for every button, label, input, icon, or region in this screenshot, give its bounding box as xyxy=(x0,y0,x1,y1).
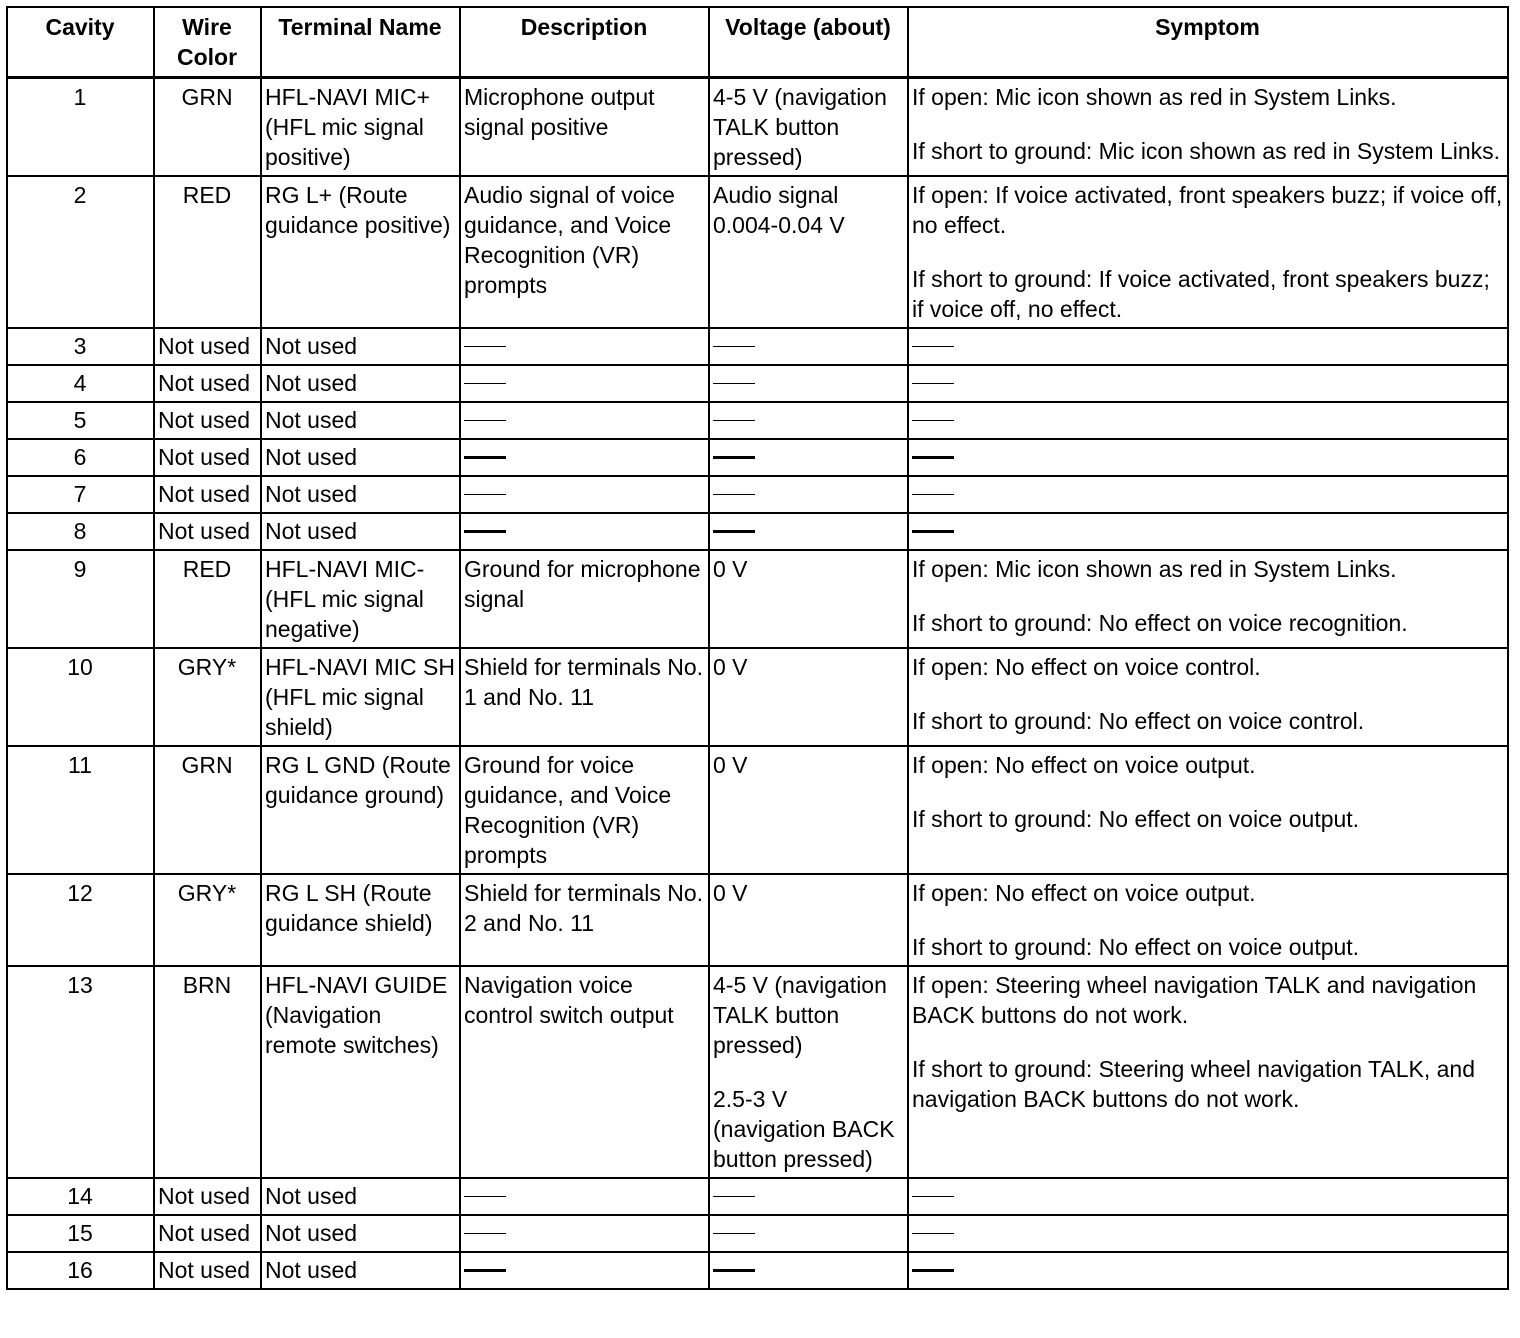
description-cell xyxy=(460,648,709,746)
cell-text: Not used xyxy=(158,1220,251,1246)
cell-text: HFL-NAVI GUIDE (Navigation remote switches) xyxy=(265,972,448,1058)
description-cell xyxy=(460,176,709,328)
header-description: Description xyxy=(460,7,709,78)
terminal-name-cell xyxy=(261,476,460,513)
symptom-cell xyxy=(908,365,1508,402)
cavity-cell xyxy=(7,176,154,328)
not-applicable-dash xyxy=(912,420,954,421)
terminal-name-cell xyxy=(261,550,460,648)
terminal-name-cell xyxy=(261,1215,460,1252)
table-row xyxy=(7,1215,1508,1252)
not-applicable-dash xyxy=(464,494,506,495)
cell-text: 4 xyxy=(73,370,87,396)
symptom-cell xyxy=(908,874,1508,966)
not-applicable-dash xyxy=(912,1196,954,1197)
cell-text: GRN xyxy=(181,752,233,778)
symptom-cell xyxy=(908,1215,1508,1252)
cell-text: Microphone output signal positive xyxy=(464,84,655,140)
cell-text: Navigation voice control switch output xyxy=(464,972,674,1028)
not-applicable-dash xyxy=(912,456,954,459)
cell-text: RED xyxy=(182,182,232,208)
cell-text: 0 V xyxy=(713,654,748,680)
terminal-name-cell xyxy=(261,746,460,874)
voltage-cell xyxy=(709,648,908,746)
cell-text: Not used xyxy=(158,1257,251,1283)
wire-color-cell xyxy=(154,402,261,439)
cell-text: Not used xyxy=(158,518,251,544)
not-applicable-dash xyxy=(713,530,755,533)
table-row xyxy=(7,1252,1508,1289)
cell-text: Not used xyxy=(158,370,251,396)
not-applicable-dash xyxy=(464,1233,506,1234)
not-applicable-dash xyxy=(464,456,506,459)
wire-color-cell xyxy=(154,476,261,513)
wire-color-cell xyxy=(154,1252,261,1289)
not-applicable-dash xyxy=(464,1196,506,1197)
table-row xyxy=(7,328,1508,365)
wire-color-cell xyxy=(154,1215,261,1252)
terminal-name-cell xyxy=(261,1178,460,1215)
cavity-cell xyxy=(7,78,154,177)
description-cell xyxy=(460,966,709,1178)
cell-text: 4-5 V (navigation TALK button pressed) xyxy=(713,972,887,1058)
not-applicable-dash xyxy=(713,383,755,384)
not-applicable-dash xyxy=(713,1269,755,1272)
cavity-cell xyxy=(7,1215,154,1252)
wire-color-cell xyxy=(154,365,261,402)
cell-text: 3 xyxy=(73,333,87,359)
table-row xyxy=(7,439,1508,476)
cell-text: Not used xyxy=(158,407,251,433)
description-cell xyxy=(460,365,709,402)
wire-color-cell xyxy=(154,1178,261,1215)
not-applicable-dash xyxy=(912,346,954,347)
cell-text: If short to ground: Mic icon shown as red in System Links. xyxy=(912,138,1501,164)
description-cell xyxy=(460,513,709,550)
table-row xyxy=(7,746,1508,874)
not-applicable-dash xyxy=(713,494,755,495)
symptom-cell xyxy=(908,176,1508,328)
terminal-name-cell xyxy=(261,648,460,746)
cell-text: Not used xyxy=(265,1257,358,1283)
cavity-cell xyxy=(7,746,154,874)
description-cell xyxy=(460,439,709,476)
cell-text: If open: Mic icon shown as red in System Links. xyxy=(912,84,1397,110)
symptom-cell xyxy=(908,1178,1508,1215)
description-cell xyxy=(460,746,709,874)
table-row xyxy=(7,550,1508,648)
table-row xyxy=(7,1178,1508,1215)
symptom-cell xyxy=(908,402,1508,439)
terminal-name-cell xyxy=(261,402,460,439)
cell-text: 0 V xyxy=(713,880,748,906)
cell-text: If short to ground: No effect on voice control. xyxy=(912,708,1365,734)
cavity-cell xyxy=(7,874,154,966)
cell-text: Not used xyxy=(265,481,358,507)
not-applicable-dash xyxy=(464,383,506,384)
voltage-cell xyxy=(709,176,908,328)
cavity-cell xyxy=(7,365,154,402)
cell-text: Not used xyxy=(265,1220,358,1246)
cavity-cell xyxy=(7,1252,154,1289)
description-cell xyxy=(460,1215,709,1252)
wire-color-cell xyxy=(154,176,261,328)
cell-text: If open: If voice activated, front speakers buzz; if voice off, no effect. xyxy=(912,182,1503,238)
cell-text: HFL-NAVI MIC SH (HFL mic signal shield) xyxy=(265,654,455,740)
not-applicable-dash xyxy=(713,346,755,347)
cavity-cell xyxy=(7,328,154,365)
table-row xyxy=(7,966,1508,1178)
symptom-cell xyxy=(908,966,1508,1178)
cell-text: 12 xyxy=(67,880,93,906)
cell-text: 8 xyxy=(73,518,87,544)
description-cell xyxy=(460,874,709,966)
cell-text: If short to ground: No effect on voice output. xyxy=(912,934,1360,960)
cell-text: 16 xyxy=(67,1257,93,1283)
terminal-name-cell xyxy=(261,439,460,476)
cell-text: Not used xyxy=(265,333,358,359)
terminal-name-cell xyxy=(261,78,460,177)
cell-text: 4-5 V (navigation TALK button pressed) xyxy=(713,84,887,170)
header-voltage: Voltage (about) xyxy=(709,7,908,78)
not-applicable-dash xyxy=(464,346,506,347)
description-cell xyxy=(460,476,709,513)
voltage-cell xyxy=(709,1215,908,1252)
cavity-cell xyxy=(7,1178,154,1215)
not-applicable-dash xyxy=(912,494,954,495)
wire-color-cell xyxy=(154,328,261,365)
terminal-name-cell xyxy=(261,966,460,1178)
symptom-cell xyxy=(908,78,1508,177)
symptom-cell xyxy=(908,439,1508,476)
not-applicable-dash xyxy=(464,420,506,421)
table-row xyxy=(7,365,1508,402)
cell-text: 2.5-3 V (navigation BACK button pressed) xyxy=(713,1086,895,1172)
cell-text: GRN xyxy=(181,84,233,110)
voltage-cell xyxy=(709,746,908,874)
connector-pinout-table xyxy=(6,6,1509,1290)
cell-text: Not used xyxy=(158,444,251,470)
cell-text: RG L+ (Route guidance positive) xyxy=(265,182,451,238)
not-applicable-dash xyxy=(912,1233,954,1234)
symptom-cell xyxy=(908,648,1508,746)
cell-text: 10 xyxy=(67,654,93,680)
cell-text: Ground for voice guidance, and Voice Recognition (VR) prompts xyxy=(464,752,672,868)
cell-text: Not used xyxy=(158,481,251,507)
cell-text: Not used xyxy=(265,1183,358,1209)
description-cell xyxy=(460,78,709,177)
cavity-cell xyxy=(7,402,154,439)
table-row xyxy=(7,476,1508,513)
cell-text: HFL-NAVI MIC- (HFL mic signal negative) xyxy=(265,556,425,642)
voltage-cell xyxy=(709,874,908,966)
cell-text: HFL-NAVI MIC+ (HFL mic signal positive) xyxy=(265,84,431,170)
symptom-cell xyxy=(908,513,1508,550)
symptom-cell xyxy=(908,328,1508,365)
cell-text: Not used xyxy=(158,333,251,359)
header-symptom: Symptom xyxy=(908,7,1508,78)
cell-text: GRY* xyxy=(177,654,237,680)
cell-text: 0 V xyxy=(713,556,748,582)
cell-text: 14 xyxy=(67,1183,93,1209)
not-applicable-dash xyxy=(713,1196,755,1197)
cell-text: Not used xyxy=(265,407,358,433)
table-row xyxy=(7,648,1508,746)
cell-text: 11 xyxy=(68,752,92,778)
voltage-cell xyxy=(709,476,908,513)
header-wire-color: Wire Color xyxy=(154,7,261,78)
not-applicable-dash xyxy=(464,1269,506,1272)
cell-text: Not used xyxy=(265,518,358,544)
table-row xyxy=(7,874,1508,966)
description-cell xyxy=(460,550,709,648)
wire-color-cell xyxy=(154,648,261,746)
cell-text: Audio signal of voice guidance, and Voice Recognition (VR) prompts xyxy=(464,182,675,298)
wire-color-cell xyxy=(154,550,261,648)
cell-text: RED xyxy=(182,556,232,582)
cell-text: 1 xyxy=(73,84,87,110)
not-applicable-dash xyxy=(912,530,954,533)
cavity-cell xyxy=(7,476,154,513)
voltage-cell xyxy=(709,1178,908,1215)
description-cell xyxy=(460,1252,709,1289)
description-cell xyxy=(460,402,709,439)
wire-color-cell xyxy=(154,966,261,1178)
cell-text: 9 xyxy=(73,556,87,582)
symptom-cell xyxy=(908,476,1508,513)
table-row xyxy=(7,176,1508,328)
wire-color-cell xyxy=(154,513,261,550)
wire-color-cell xyxy=(154,874,261,966)
cell-text: If open: Mic icon shown as red in System Links. xyxy=(912,556,1397,582)
not-applicable-dash xyxy=(912,1269,954,1272)
not-applicable-dash xyxy=(464,530,506,533)
cell-text: 7 xyxy=(73,481,87,507)
not-applicable-dash xyxy=(912,383,954,384)
terminal-name-cell xyxy=(261,176,460,328)
voltage-cell xyxy=(709,78,908,177)
cell-text: RG L GND (Route guidance ground) xyxy=(265,752,451,808)
wire-color-cell xyxy=(154,746,261,874)
cavity-cell xyxy=(7,439,154,476)
description-cell xyxy=(460,328,709,365)
cell-text: GRY* xyxy=(177,880,237,906)
voltage-cell xyxy=(709,365,908,402)
terminal-name-cell xyxy=(261,513,460,550)
voltage-cell xyxy=(709,328,908,365)
not-applicable-dash xyxy=(713,1233,755,1234)
cavity-cell xyxy=(7,550,154,648)
cell-text: Shield for terminals No. 1 and No. 11 xyxy=(464,654,704,710)
cell-text: Not used xyxy=(265,444,358,470)
cell-text: 13 xyxy=(67,972,93,998)
cell-text: If open: No effect on voice output. xyxy=(912,752,1256,778)
cell-text: If short to ground: No effect on voice recognition. xyxy=(912,610,1408,636)
wire-color-cell xyxy=(154,78,261,177)
voltage-cell xyxy=(709,966,908,1178)
description-cell xyxy=(460,1178,709,1215)
cell-text: Audio signal 0.004-0.04 V xyxy=(713,182,845,238)
table-row xyxy=(7,78,1508,177)
cell-text: If short to ground: Steering wheel navigation TALK, and navigation BACK buttons do not work. xyxy=(912,1056,1476,1112)
cell-text: If open: Steering wheel navigation TALK and navigation BACK buttons do not work. xyxy=(912,972,1477,1028)
cell-text: Ground for microphone signal xyxy=(464,556,701,612)
not-applicable-dash xyxy=(713,420,755,421)
cell-text: 2 xyxy=(73,182,87,208)
cell-text: 15 xyxy=(67,1220,93,1246)
cell-text: 5 xyxy=(73,407,87,433)
cell-text: If open: No effect on voice control. xyxy=(912,654,1261,680)
cavity-cell xyxy=(7,966,154,1178)
terminal-name-cell xyxy=(261,365,460,402)
header-terminal-name: Terminal Name xyxy=(261,7,460,78)
voltage-cell xyxy=(709,550,908,648)
cell-text: Shield for terminals No. 2 and No. 11 xyxy=(464,880,704,936)
cell-text: If short to ground: No effect on voice output. xyxy=(912,806,1360,832)
voltage-cell xyxy=(709,439,908,476)
voltage-cell xyxy=(709,1252,908,1289)
voltage-cell xyxy=(709,513,908,550)
symptom-cell xyxy=(908,746,1508,874)
cavity-cell xyxy=(7,513,154,550)
cell-text: RG L SH (Route guidance shield) xyxy=(265,880,433,936)
not-applicable-dash xyxy=(713,456,755,459)
cell-text: If short to ground: If voice activated, front speakers buzz; if voice off, no effect. xyxy=(912,266,1490,322)
cell-text: 0 V xyxy=(713,752,748,778)
cell-text: If open: No effect on voice output. xyxy=(912,880,1256,906)
symptom-cell xyxy=(908,550,1508,648)
cavity-cell xyxy=(7,648,154,746)
header-row xyxy=(7,7,1508,78)
terminal-name-cell xyxy=(261,874,460,966)
wire-color-cell xyxy=(154,439,261,476)
terminal-name-cell xyxy=(261,328,460,365)
cell-text: BRN xyxy=(182,972,232,998)
voltage-cell xyxy=(709,402,908,439)
table-row xyxy=(7,513,1508,550)
cell-text: 6 xyxy=(73,444,87,470)
terminal-name-cell xyxy=(261,1252,460,1289)
cell-text: Not used xyxy=(158,1183,251,1209)
cell-text: Not used xyxy=(265,370,358,396)
header-cavity: Cavity xyxy=(7,7,154,78)
symptom-cell xyxy=(908,1252,1508,1289)
table-row xyxy=(7,402,1508,439)
